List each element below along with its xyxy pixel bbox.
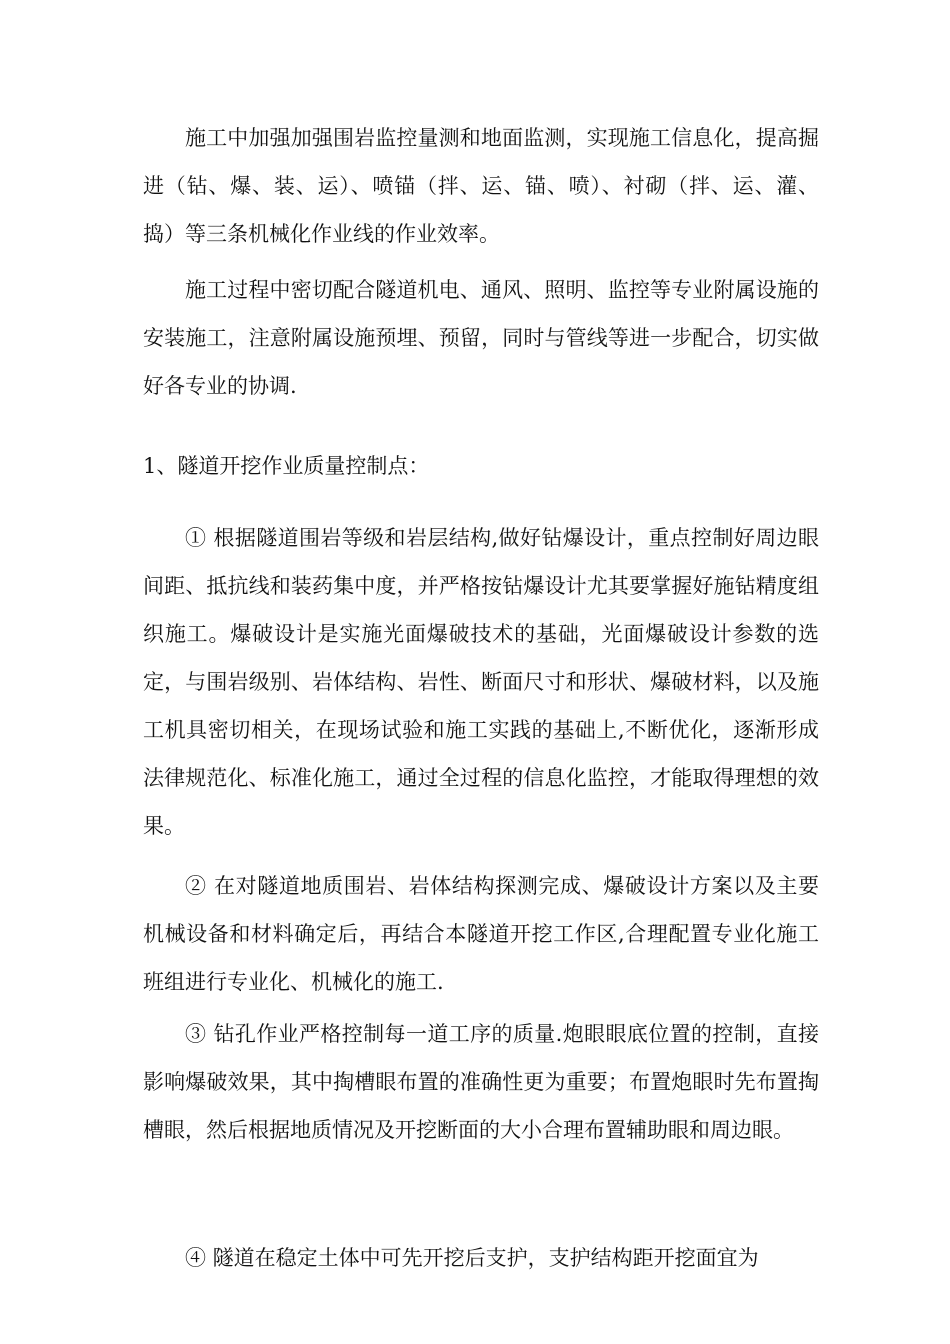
list-item-2: ② 在对隧道地质围岩、岩体结构探测完成、爆破设计方案以及主要机械设备和材料确定后，再结合本隧道开挖工作区,合理配置专业化施工班组进行专业化、机械化的施工. xyxy=(143,874,819,994)
list-item-1: ① 根据隧道围岩等级和岩层结构,做好钻爆设计，重点控制好周边眼间距、抵抗线和装药集中度，并严格按钻爆设计尤其要掌握好施钻精度组织施工。爆破设计是实施光面爆破技术的基础，光面爆破设计参数的选定，与围岩级别、岩体结构、岩性、断面尺寸和形状、爆破材料，以及施工机具密切相关，在现场试验和施工实践的基础上,不断优化，逐渐形成法律规范化、标准化施工，通过全过程的信息化监控，才能取得理想的效果。 xyxy=(143,526,819,838)
list-item-4: ④ 隧道在稳定土体中可先开挖后支护，支护结构距开挖面宜为 xyxy=(185,1246,759,1270)
list-item-3: ③ 钻孔作业严格控制每一道工序的质量.炮眼眼底位置的控制，直接影响爆破效果，其中掏槽眼布置的准确性更为重要；布置炮眼时先布置掏槽眼，然后根据地质情况及开挖断面的大小合理布置辅助眼和周边眼。 xyxy=(143,1022,819,1142)
paragraph-coordination: 施工过程中密切配合隧道机电、通风、照明、监控等专业附属设施的安装施工，注意附属设施预埋、预留，同时与管线等进一步配合，切实做好各专业的协调. xyxy=(143,278,819,398)
paragraph-construction-monitoring: 施工中加强加强围岩监控量测和地面监测，实现施工信息化，提高掘进（钻、爆、装、运）、喷锚（拌、运、锚、喷）、衬砌（拌、运、灌、捣）等三条机械化作业线的作业效率。 xyxy=(143,126,819,246)
section-heading: 1、隧道开挖作业质量控制点： xyxy=(143,454,430,478)
